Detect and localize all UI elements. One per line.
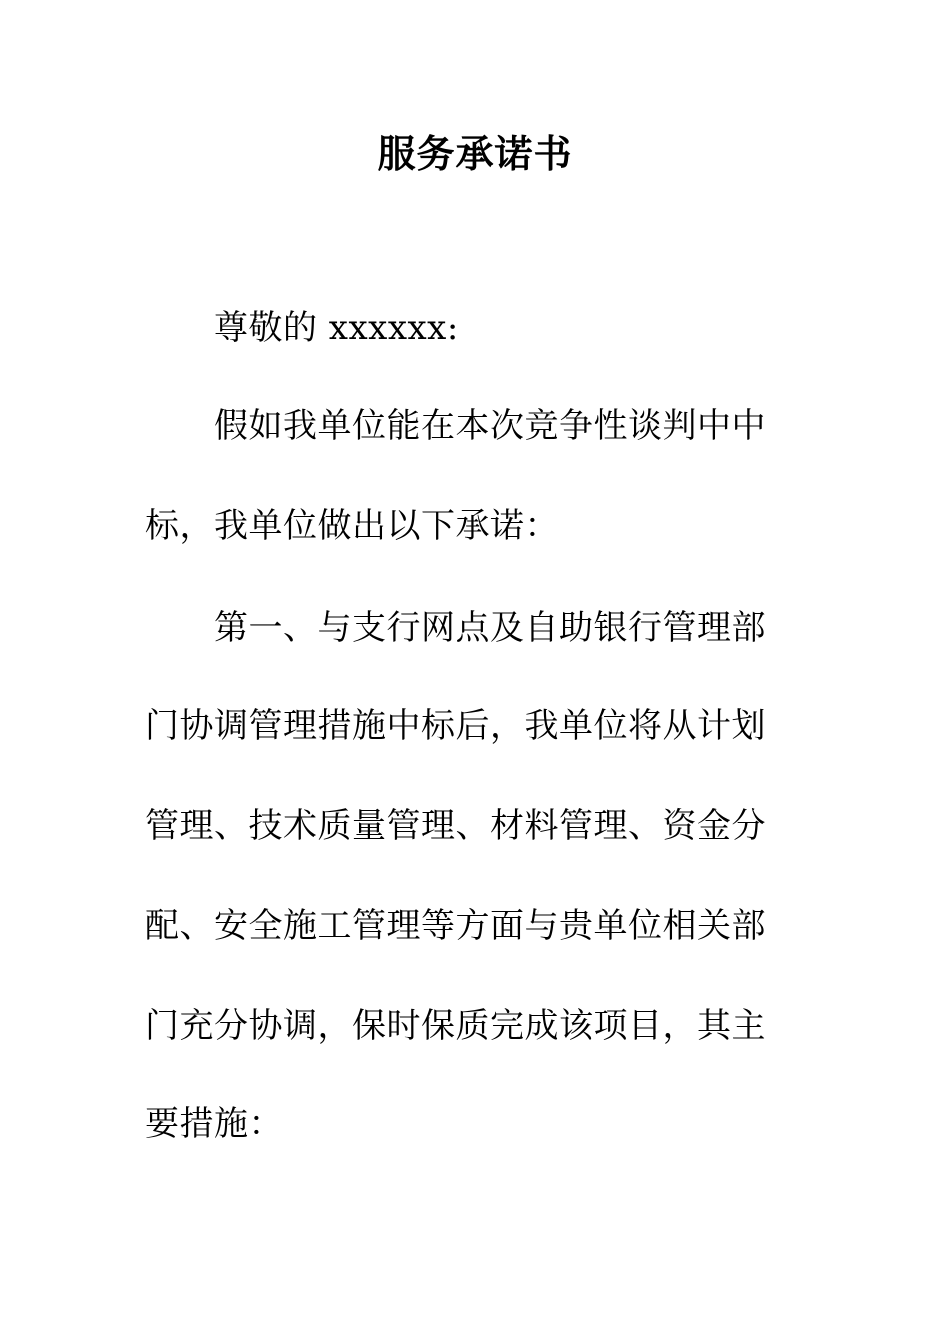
document-title: 服务承诺书 bbox=[377, 131, 573, 176]
paragraph-line-8: 要措施： bbox=[145, 1104, 283, 1144]
paragraph-line-2: 标，我单位做出以下承诺： bbox=[145, 506, 559, 546]
paragraph-line-1: 假如我单位能在本次竞争性谈判中中 bbox=[214, 406, 766, 446]
paragraph-line-5: 管理、技术质量管理、材料管理、资金分 bbox=[145, 806, 766, 846]
paragraph-line-4: 门协调管理措施中标后，我单位将从计划 bbox=[145, 706, 766, 746]
paragraph-line-7: 门充分协调，保时保质完成该项目，其主 bbox=[145, 1006, 766, 1046]
paragraph-line-3: 第一、与支行网点及自助银行管理部 bbox=[214, 608, 766, 648]
paragraph-line-6: 配、安全施工管理等方面与贵单位相关部 bbox=[145, 906, 766, 946]
salutation: 尊敬的 xxxxxx: bbox=[214, 308, 459, 348]
